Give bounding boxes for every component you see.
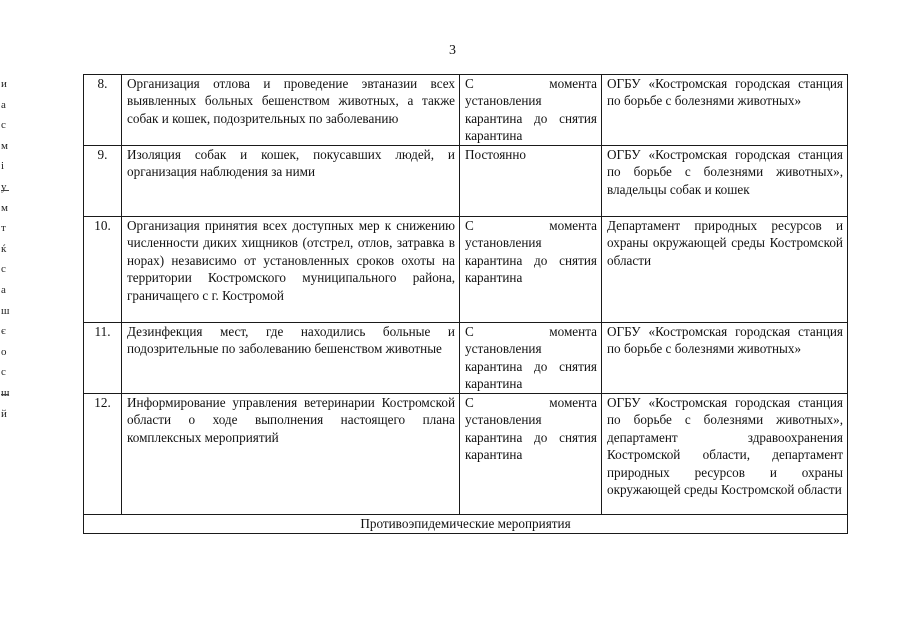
margin-rule <box>1 190 9 191</box>
margin-fragment: м <box>1 139 8 152</box>
term-cell: С момента установления карантина до снятия карантина <box>460 75 602 146</box>
term-cell: С момента установления карантина до снятия карантина <box>460 394 602 515</box>
margin-fragment: и <box>1 78 7 90</box>
margin-fragment: т <box>1 222 6 235</box>
margin-fragment: й <box>1 407 7 420</box>
term-cell: Постоянно <box>460 146 602 217</box>
term-cell: С момента установления карантина до снятия карантина <box>460 217 602 323</box>
row-number: 8. <box>84 75 122 146</box>
margin-fragment: с <box>1 366 6 379</box>
margin-fragment: с <box>1 119 6 132</box>
page-number: 3 <box>449 43 456 58</box>
margin-rule <box>1 394 9 395</box>
margin-fragment: а <box>1 98 6 111</box>
table-row <box>84 323 848 394</box>
activity-cell: Организация принятия всех доступных мер к снижению численности диких хищников (отстрел, отлов, затравка в норах) независимо от установленных сроков охоты на территории Костромского муниципального района, граничащего с г. Костромой <box>122 217 460 323</box>
margin-fragment: є <box>1 325 6 338</box>
margin-fragment: о <box>1 345 7 358</box>
margin-fragment: а <box>1 283 6 296</box>
section-heading: Противоэпидемические мероприятия <box>84 515 848 534</box>
section-heading-row <box>84 515 848 534</box>
margin-fragment: і <box>1 160 5 173</box>
responsible-cell: ОГБУ «Костромская городская станция по борьбе с болезнями животных», департамент здравоохранения Костромской области, департамент природных ресурсов и охраны окружающей среды Костромской области <box>602 394 848 515</box>
responsible-cell: ОГБУ «Костромская городская станция по борьбе с болезнями животных», владельцы собак и кошек <box>602 146 848 217</box>
term-cell: С момента установления карантина до снятия карантина <box>460 323 602 394</box>
activity-cell: Информирование управления ветеринарии Костромской области о ходе выполнения настоящего плана комплексных мероприятий <box>122 394 460 515</box>
margin-fragment: ќ <box>1 242 7 255</box>
row-number: 10. <box>84 217 122 323</box>
margin-fragment: у <box>1 180 7 193</box>
responsible-cell: Департамент природных ресурсов и охраны окружающей среды Костромской области <box>602 217 848 323</box>
responsible-cell: ОГБУ «Костромская городская станция по борьбе с болезнями животных» <box>602 323 848 394</box>
activity-cell: Дезинфекция мест, где находились больные и подозрительные по заболеванию бешенством животные <box>122 323 460 394</box>
row-number: 12. <box>84 394 122 515</box>
margin-fragment: ш <box>1 304 10 317</box>
row-number: 11. <box>84 323 122 394</box>
left-margin-cut-text <box>1 74 11 424</box>
row-number: 9. <box>84 146 122 217</box>
table-row <box>84 217 848 323</box>
responsible-cell: ОГБУ «Костромская городская станция по борьбе с болезнями животных» <box>602 75 848 146</box>
table-row <box>84 75 848 146</box>
margin-fragment: м <box>1 201 8 214</box>
margin-fragment: ш <box>1 386 10 399</box>
measures-table <box>83 74 848 534</box>
table-row <box>84 146 848 217</box>
activity-cell: Организация отлова и проведение эвтаназии всех выявленных больных бешенством животных, а также собак и кошек, подозрительных по заболеванию <box>122 75 460 146</box>
table-row <box>84 394 848 515</box>
margin-fragment: с <box>1 263 6 276</box>
activity-cell: Изоляция собак и кошек, покусавших людей, и организация наблюдения за ними <box>122 146 460 217</box>
